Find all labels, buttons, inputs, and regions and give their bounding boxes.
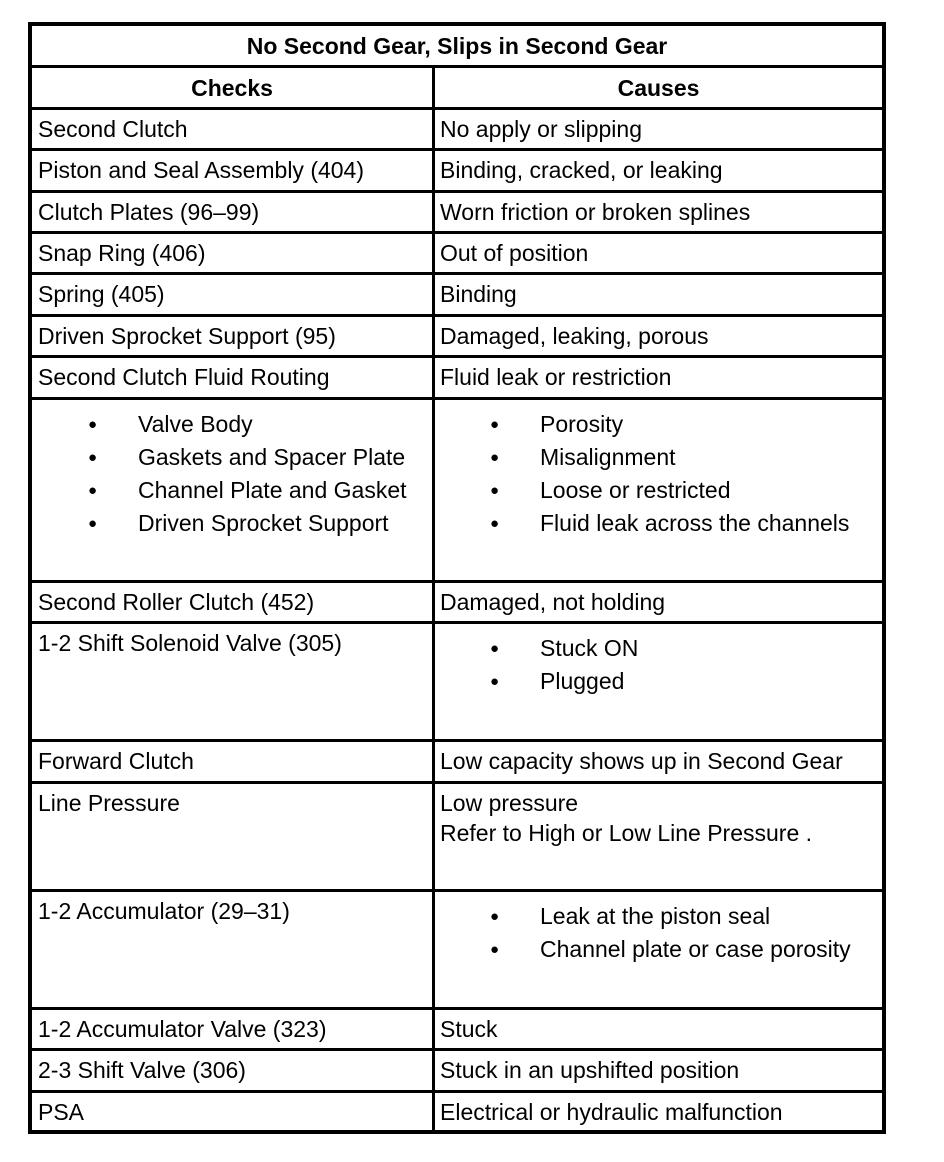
cause-cell <box>435 400 882 580</box>
table-row <box>32 110 882 151</box>
cause-bullet-list <box>440 408 882 540</box>
causes-header: Causes <box>617 75 700 101</box>
check-cell: Forward Clutch <box>32 742 435 781</box>
table-row <box>32 400 882 583</box>
table-row <box>32 151 882 193</box>
cause-line: Refer to High or Low Line Pressure . <box>440 820 813 846</box>
cause-cell: Damaged, not holding <box>440 589 666 615</box>
cause-cell: Stuck in an upshifted position <box>440 1057 740 1083</box>
list-item: ● Stuck ON <box>440 632 882 665</box>
check-cell: Second Roller Clutch (452) <box>32 583 435 621</box>
check-cell <box>32 400 435 580</box>
cause-cell: No apply or slipping <box>440 116 643 142</box>
list-item: ● Leak at the piston seal <box>440 900 882 933</box>
table-row <box>32 234 882 275</box>
table-row <box>32 358 882 400</box>
cause-cell: Binding, cracked, or leaking <box>440 157 723 183</box>
cause-cell <box>435 784 882 889</box>
check-cell: Clutch Plates (96–99) <box>32 193 435 231</box>
check-cell: Snap Ring (406) <box>32 234 435 272</box>
check-cell: Line Pressure <box>32 784 435 889</box>
table-row <box>32 1010 882 1051</box>
check-bullet-list <box>38 408 432 540</box>
check-cell: Piston and Seal Assembly (404) <box>32 151 435 190</box>
list-item: ● Channel plate or case porosity <box>440 933 882 966</box>
cause-cell <box>435 624 882 739</box>
table-row <box>32 624 882 742</box>
list-item: ● Loose or restricted <box>440 474 882 507</box>
cause-cell: Electrical or hydraulic malfunction <box>440 1099 783 1125</box>
table-title: No Second Gear, Slips in Second Gear <box>32 26 882 68</box>
check-cell: Spring (405) <box>32 275 435 314</box>
table-row <box>32 742 882 784</box>
cause-cell: Fluid leak or restriction <box>440 364 672 390</box>
cause-cell: Binding <box>440 281 517 307</box>
list-item: ● Plugged <box>440 665 882 698</box>
table-row <box>32 275 882 317</box>
cause-cell: Worn friction or broken splines <box>440 199 751 225</box>
checks-header: Checks <box>32 68 435 107</box>
check-cell: Driven Sprocket Support (95) <box>32 317 435 355</box>
list-item: ● Misalignment <box>440 441 882 474</box>
list-item: ● Fluid leak across the channels <box>440 507 882 540</box>
table-row <box>32 583 882 624</box>
cause-cell: Low capacity shows up in Second Gear <box>440 748 843 774</box>
check-cell: 1-2 Shift Solenoid Valve (305) <box>32 624 435 739</box>
cause-bullet-list <box>440 900 882 966</box>
cause-cell: Damaged, leaking, porous <box>440 323 709 349</box>
check-cell: 2-3 Shift Valve (306) <box>32 1051 435 1090</box>
cause-cell: Out of position <box>440 240 589 266</box>
cause-cell <box>435 892 882 1007</box>
check-cell: Second Clutch <box>32 110 435 148</box>
check-cell: 1-2 Accumulator Valve (323) <box>32 1010 435 1048</box>
cause-cell: Stuck <box>440 1016 498 1042</box>
cause-line: Low pressure <box>440 790 579 816</box>
table-row <box>32 193 882 234</box>
table-row <box>32 892 882 1010</box>
header-row <box>32 68 882 110</box>
check-cell: PSA <box>32 1093 435 1130</box>
list-item: ● Porosity <box>440 408 882 441</box>
list-item: ● Valve Body <box>38 408 432 441</box>
table-row <box>32 1093 882 1130</box>
check-cell: Second Clutch Fluid Routing <box>32 358 435 397</box>
diagnostic-table <box>28 22 886 1134</box>
list-item: ● Channel Plate and Gasket <box>38 474 432 507</box>
table-row <box>32 784 882 892</box>
table-row <box>32 317 882 358</box>
list-item: ● Gaskets and Spacer Plate <box>38 441 432 474</box>
table-row <box>32 1051 882 1093</box>
check-cell: 1-2 Accumulator (29–31) <box>32 892 435 1007</box>
cause-bullet-list <box>440 632 882 698</box>
list-item: ● Driven Sprocket Support <box>38 507 432 540</box>
